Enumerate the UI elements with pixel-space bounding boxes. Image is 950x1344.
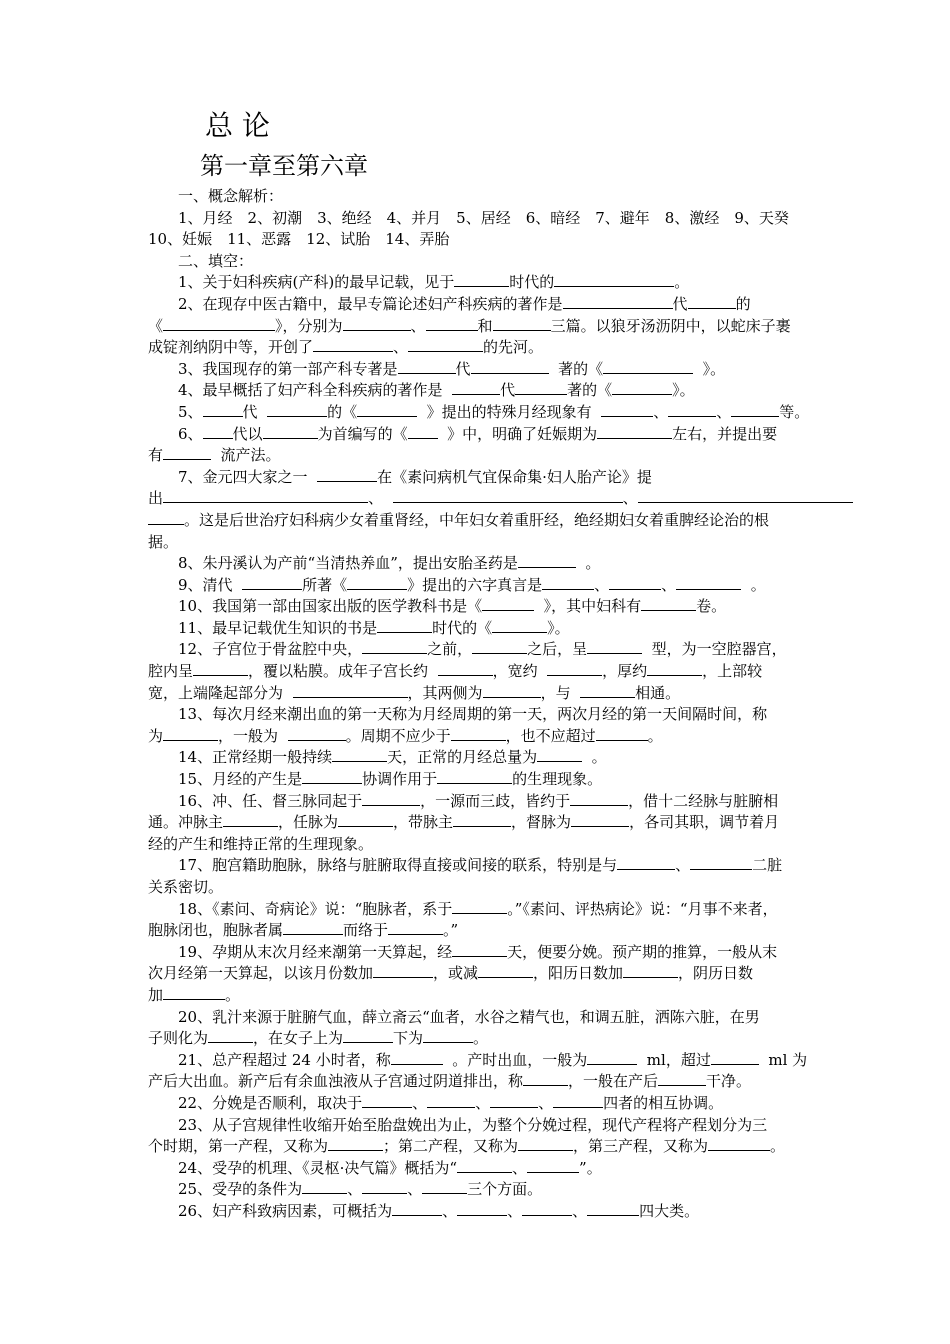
line-text: 而络于 [343,921,389,940]
fill-in-blank[interactable] [483,683,541,698]
text-line [148,726,838,748]
line-text: 二、填空： [148,251,254,270]
line-text: 、 [661,575,677,594]
line-text: 。 [473,1029,489,1048]
fill-in-blank[interactable] [580,683,635,698]
text-line [148,791,838,813]
fill-in-blank[interactable] [641,596,696,611]
line-text: 左右，并提出要 [672,424,778,443]
line-text: 和 [477,316,493,335]
line-text: 干净。 [706,1072,752,1091]
line-text: 相通。 [635,683,681,702]
fill-in-blank[interactable] [203,424,233,439]
fill-in-blank[interactable] [638,488,853,503]
line-text: 通。冲脉主 [148,813,224,832]
line-text: 卷。 [696,597,727,616]
line-text: ，也不应超过 [505,726,596,745]
line-text: ，宽约 [492,662,548,681]
line-text: ，各司其职，调节着月 [629,813,780,832]
line-text: 10、我国第一部由国家出版的医学教科书是《 [148,597,483,616]
fill-in-blank[interactable] [547,661,602,676]
fill-in-blank[interactable] [332,747,387,762]
line-text: ml，超过 [637,1050,711,1069]
line-text: 13、每次月经来潮出血的第一天称为月经周期的第一天，两次月经的第一天间隔时间，称 [148,705,768,724]
fill-in-blank[interactable] [347,575,407,590]
line-text: 4、最早概括了妇产科全科疾病的著作是 [148,381,453,400]
fill-in-blank[interactable] [263,424,318,439]
line-text: 。 [674,273,690,292]
line-text: ，阴历日数 [678,964,754,983]
line-text: 7、金元四大家之一 [148,467,318,486]
fill-in-blank[interactable] [391,1050,443,1065]
fill-in-blank[interactable] [482,596,534,611]
line-text: 次月经第一天算起，以该月份数加 [148,964,374,983]
fill-in-blank[interactable] [362,791,420,806]
text-line [148,1201,838,1223]
fill-in-blank[interactable] [490,1093,538,1108]
fill-in-blank[interactable] [658,1071,706,1086]
fill-in-blank[interactable] [668,402,716,417]
line-text: 。 [582,748,607,767]
text-line [148,855,838,877]
text-line [148,380,838,402]
line-text: 、 [475,1093,491,1112]
line-text: 有 [148,446,164,465]
line-text: ，一源而三歧，皆约于 [420,791,571,810]
fill-in-blank[interactable] [422,1179,467,1194]
line-text: 16、冲、任、督三脉同起于 [148,791,363,810]
text-line [148,337,838,359]
page-title: 总 论 [205,109,270,142]
line-text: 11、最早记载优生知识的书是 [148,618,378,637]
fill-in-blank[interactable] [527,1158,579,1173]
line-text: 。周期不应少于 [345,726,451,745]
text-line [148,467,838,489]
fill-in-blank[interactable] [343,316,411,331]
line-text: 代 [242,402,268,421]
fill-in-blank[interactable] [392,1201,442,1216]
line-text: 型，为一空腔器宫， [642,640,787,659]
text-line [148,1136,838,1158]
line-text: 个时期，第一产程，又称为 [148,1137,329,1156]
text-line [148,488,838,510]
line-text: 、 [442,1201,458,1220]
text-line [148,963,838,985]
line-text: 、 [407,1180,423,1199]
text-line [148,1071,838,1093]
fill-in-blank[interactable] [208,1028,253,1043]
line-text: ，督脉为 [511,813,572,832]
fill-in-blank[interactable] [223,812,278,827]
fill-in-blank[interactable] [647,661,702,676]
text-line [148,1115,838,1137]
text-line [148,1028,838,1050]
text-line [148,1093,838,1115]
line-text: ，一般在产后 [568,1072,659,1091]
line-text: 著的《 [567,381,613,400]
text-line [148,532,838,554]
text-line [148,596,838,618]
text-line [148,1158,838,1180]
fill-in-blank[interactable] [357,402,417,417]
text-line [148,445,838,467]
line-text: 经的产生和维持正常的生理现象。 [148,834,374,853]
line-text: 》中，明确了妊娠期为 [437,424,598,443]
fill-in-blank[interactable] [343,1028,393,1043]
line-text: 、 [507,1201,523,1220]
text-line [148,229,838,251]
line-text: 的 [735,294,751,313]
fill-in-blank[interactable] [267,402,327,417]
line-text: 、 [512,1158,528,1177]
line-text: 时代的 [509,273,555,292]
fill-in-blank[interactable] [617,855,675,870]
text-line [148,920,838,942]
line-text: 21、总产程超过 24 小时者，称 [148,1050,391,1069]
fill-in-blank[interactable] [163,488,368,503]
fill-in-blank[interactable] [438,661,493,676]
line-text: 为 [148,726,164,745]
text-line [148,575,838,597]
fill-in-blank[interactable] [623,963,678,978]
fill-in-blank[interactable] [302,769,362,784]
line-text: 下为 [393,1029,424,1048]
line-text: ，其两侧为 [407,683,483,702]
line-text: 8、朱丹溪认为产前“当清热养血”，提出安胎圣药是 [148,554,518,573]
line-text: 15、月经的产生是 [148,770,303,789]
line-text: 在《素问病机气宜保命集·妇人胎产论》提 [377,467,652,486]
text-line [148,402,838,424]
fill-in-blank[interactable] [373,963,433,978]
fill-in-blank[interactable] [522,1201,572,1216]
line-text: 。 [770,1137,786,1156]
line-text: 。 [741,575,766,594]
text-line [148,704,838,726]
text-line [148,251,838,273]
line-text: 》。 [672,381,695,400]
fill-in-blank[interactable] [302,1179,347,1194]
line-text: ，或减 [433,964,479,983]
line-text: 四者的相互协调。 [603,1093,724,1112]
line-text: 代以 [232,424,263,443]
fill-in-blank[interactable] [553,1093,603,1108]
fill-in-blank[interactable] [328,1136,383,1151]
text-line [148,985,838,1007]
fill-in-blank[interactable] [609,575,661,590]
fill-in-blank[interactable] [587,1050,637,1065]
line-text: 3、我国现存的第一部产科专著是 [148,359,398,378]
line-text: ”。 [579,1158,602,1177]
line-text: 、 [538,1093,554,1112]
line-text: 。 [575,554,601,573]
line-text: 著的《 [548,359,604,378]
fill-in-blank[interactable] [453,812,511,827]
fill-in-blank[interactable] [203,402,243,417]
line-text: 腔内呈 [148,662,194,681]
line-text: ，上部较 [702,662,763,681]
line-text: 》。 [693,359,726,378]
fill-in-blank[interactable] [317,467,377,482]
fill-in-blank[interactable] [426,316,478,331]
fill-in-blank[interactable] [148,510,184,525]
line-text: 代 [455,359,471,378]
fill-in-blank[interactable] [451,726,506,741]
line-text: 代 [672,294,688,313]
line-text: 1、关于妇科疾病(产科)的最早记载，见于 [148,273,455,292]
text-line [148,424,838,446]
text-line [148,899,838,921]
fill-in-blank[interactable] [362,1093,412,1108]
fill-in-blank[interactable] [472,639,527,654]
text-line [148,942,838,964]
line-text: 协调作用于 [362,770,438,789]
fill-in-blank[interactable] [492,618,547,633]
line-text: ，覆以粘膜。成年子宫长约 [248,662,438,681]
line-text: 23、从子宫规律性收缩开始至胎盘娩出为止，为整个分娩过程，现代产程将产程划分为三 [148,1115,768,1134]
text-line [148,316,838,338]
line-text: 等。 [779,402,810,421]
fill-in-blank[interactable] [163,726,218,741]
line-text: 、 [716,402,732,421]
line-text: ，与 [540,683,581,702]
line-text: ，在女子上为 [253,1029,344,1048]
fill-in-blank[interactable] [515,380,567,395]
fill-in-blank[interactable] [690,855,752,870]
line-text: 之后，呈 [527,640,588,659]
fill-in-blank[interactable] [283,920,343,935]
fill-in-blank[interactable] [542,575,594,590]
fill-in-blank[interactable] [242,575,302,590]
line-text: 三个方面。 [467,1180,543,1199]
fill-in-blank[interactable] [478,963,533,978]
fill-in-blank[interactable] [288,726,346,741]
line-text: 产后大出血。新产后有余血浊液从子宫通过阴道排出，称 [148,1072,524,1091]
fill-in-blank[interactable] [408,424,438,439]
line-text: 的生理现象。 [512,770,603,789]
exercise-content [148,186,838,1223]
line-text: 22、分娩是否顺利，取决于 [148,1093,363,1112]
line-text: ，任脉为 [278,813,339,832]
line-text: 2、在现存中医古籍中，最早专篇论述妇产科疾病的著作是 [148,294,563,313]
text-line [148,877,838,899]
line-text: 。”《素问、评热病论》说：“月事不来者， [507,899,778,918]
line-text: 、 [368,489,393,508]
fill-in-blank[interactable] [597,424,672,439]
line-text: 时代的《 [432,618,493,637]
line-text: 胞脉闭也，胞脉者属 [148,921,284,940]
line-text: 关系密切。 [148,878,224,896]
line-text: 。产时出血，一般为 [442,1050,588,1069]
fill-in-blank[interactable] [708,1136,770,1151]
line-text: 的先河。 [483,338,544,357]
line-text: ml 为 [758,1050,808,1069]
line-text: 成锭剂纳阴中等，开创了 [148,338,314,357]
text-line [148,1179,838,1201]
line-text: 。” [443,921,459,940]
fill-in-blank[interactable] [457,1201,507,1216]
fill-in-blank[interactable] [457,1158,512,1173]
text-line [148,683,838,705]
line-text: 1、月经 2、初潮 3、绝经 4、并月 5、居经 6、暗经 7、避年 8、激经 9、天癸 [148,208,789,227]
line-text: 》提出的特殊月经现象有 [417,402,602,421]
fill-in-blank[interactable] [437,769,512,784]
fill-in-blank[interactable] [471,359,549,374]
text-line [148,747,838,769]
fill-in-blank[interactable] [377,618,432,633]
fill-in-blank[interactable] [163,445,211,460]
line-text: 一、概念解析： [148,187,284,205]
fill-in-blank[interactable] [601,402,653,417]
text-line [148,769,838,791]
line-text: 四大类。 [639,1201,700,1220]
fill-in-blank[interactable] [493,316,551,331]
fill-in-blank[interactable] [452,380,500,395]
fill-in-blank[interactable] [596,726,648,741]
line-text: 子则化为 [148,1029,209,1048]
line-text: 17、胞宫籍助胞脉，脉络与脏腑取得直接或间接的联系，特别是与 [148,856,618,875]
line-text: 加 [148,985,164,1004]
line-text: 、 [410,316,426,335]
fill-in-blank[interactable] [571,812,629,827]
line-text: 24、受孕的机理、《灵枢·决气篇》概括为“ [148,1158,458,1177]
line-text: 所著《 [302,575,348,594]
fill-in-blank[interactable] [612,380,672,395]
line-text: 三篇。以狼牙汤沥阴中，以蛇床子裹 [550,316,791,335]
fill-in-blank[interactable] [688,294,736,309]
fill-in-blank[interactable] [163,985,225,1000]
line-text: 之前， [427,640,473,659]
fill-in-blank[interactable] [523,1071,568,1086]
fill-in-blank[interactable] [452,942,507,957]
line-text: 天，便要分娩。预产期的推算，一般从末 [507,942,778,961]
line-text: ，第三产程，又称为 [573,1137,709,1156]
line-text: ；第二产程，又称为 [383,1137,519,1156]
fill-in-blank[interactable] [408,337,483,352]
line-text: ，一般为 [218,726,288,745]
fill-in-blank[interactable] [362,1179,407,1194]
line-text: 、 [653,402,669,421]
fill-in-blank[interactable] [163,316,275,331]
line-text: 据。 [148,532,179,551]
line-text: 的《 [327,402,358,421]
line-text: 二脏 [752,856,783,875]
fill-in-blank[interactable] [454,272,509,287]
fill-in-blank[interactable] [398,359,456,374]
fill-in-blank[interactable] [388,920,443,935]
line-text: 、 [675,856,691,875]
text-line [148,208,838,230]
line-text: 为首编写的《 [317,424,408,443]
text-line [148,359,838,381]
text-line [148,834,838,856]
fill-in-blank[interactable] [427,1093,475,1108]
line-text: 、 [393,338,409,357]
line-text: 20、乳汁来源于脏腑气血，薛立斋云“血者，水谷之精气也，和调五脏，洒陈六脏，在男 [148,1007,760,1026]
line-text: 、 [622,489,638,508]
text-line [148,639,838,661]
fill-in-blank[interactable] [570,791,628,806]
text-line [148,294,838,316]
line-text: 、 [412,1093,428,1112]
text-line [148,186,838,208]
fill-in-blank[interactable] [711,1050,759,1065]
text-line [148,510,838,532]
fill-in-blank[interactable] [518,1136,573,1151]
text-line [148,1007,838,1029]
text-line [148,272,838,294]
text-line [148,618,838,640]
fill-in-blank[interactable] [587,1201,639,1216]
line-text: 、 [594,575,610,594]
line-text: 。 [225,985,241,1004]
line-text: 、 [347,1180,363,1199]
line-text: 代 [500,381,516,400]
line-text: 。 [647,726,663,745]
line-text: 6、 [148,424,203,443]
line-text: ，带脉主 [393,813,454,832]
fill-in-blank[interactable] [518,553,576,568]
line-text: 》，其中妇科有 [534,597,642,616]
line-text: 12、子宫位于骨盆腔中央， [148,640,363,659]
line-text: ，借十二经脉与脏腑相 [628,791,779,810]
fill-in-blank[interactable] [537,747,582,762]
line-text: 》，分别为 [275,316,343,335]
text-line [148,661,838,683]
fill-in-blank[interactable] [338,812,393,827]
fill-in-blank[interactable] [193,661,248,676]
line-text: 《 [148,316,164,335]
fill-in-blank[interactable] [362,639,427,654]
line-text: 5、 [148,402,203,421]
line-text: 26、妇产科致病因素，可概括为 [148,1201,393,1220]
fill-in-blank[interactable] [313,337,393,352]
line-text: 》。 [547,618,570,637]
line-text: 18、《素问、奇病论》说：“胞脉者，系于 [148,899,453,918]
line-text: 》提出的六字真言是 [407,575,543,594]
fill-in-blank[interactable] [452,899,507,914]
line-text: ，阳历日数加 [533,964,624,983]
text-line [148,1050,838,1072]
fill-in-blank[interactable] [293,683,408,698]
line-text: 25、受孕的条件为 [148,1180,303,1199]
line-text: 天，正常的月经总量为 [387,748,538,767]
fill-in-blank[interactable] [554,272,674,287]
line-text: 、 [572,1201,588,1220]
fill-in-blank[interactable] [563,294,673,309]
text-line [148,812,838,834]
chapter-subtitle: 第一章至第六章 [200,152,368,180]
line-text: 9、清代 [148,575,243,594]
line-text: 宽，上端隆起部分为 [148,683,293,702]
fill-in-blank[interactable] [603,359,693,374]
fill-in-blank[interactable] [393,488,623,503]
fill-in-blank[interactable] [676,575,741,590]
line-text: 流产法。 [211,446,281,465]
line-text: 出 [148,489,164,508]
text-line [148,553,838,575]
fill-in-blank[interactable] [731,402,779,417]
line-text: 19、孕期从末次月经来潮第一天算起，经 [148,942,453,961]
line-text: 10、妊娠 11、恶露 12、试胎 14、弄胎 [148,230,450,249]
fill-in-blank[interactable] [587,639,642,654]
line-text: 。这是后世治疗妇科病少女着重肾经，中年妇女着重肝经，绝经期妇女着重脾经论治的根 [184,510,770,529]
line-text: ，厚约 [602,662,648,681]
line-text: 14、正常经期一般持续 [148,748,333,767]
fill-in-blank[interactable] [423,1028,473,1043]
